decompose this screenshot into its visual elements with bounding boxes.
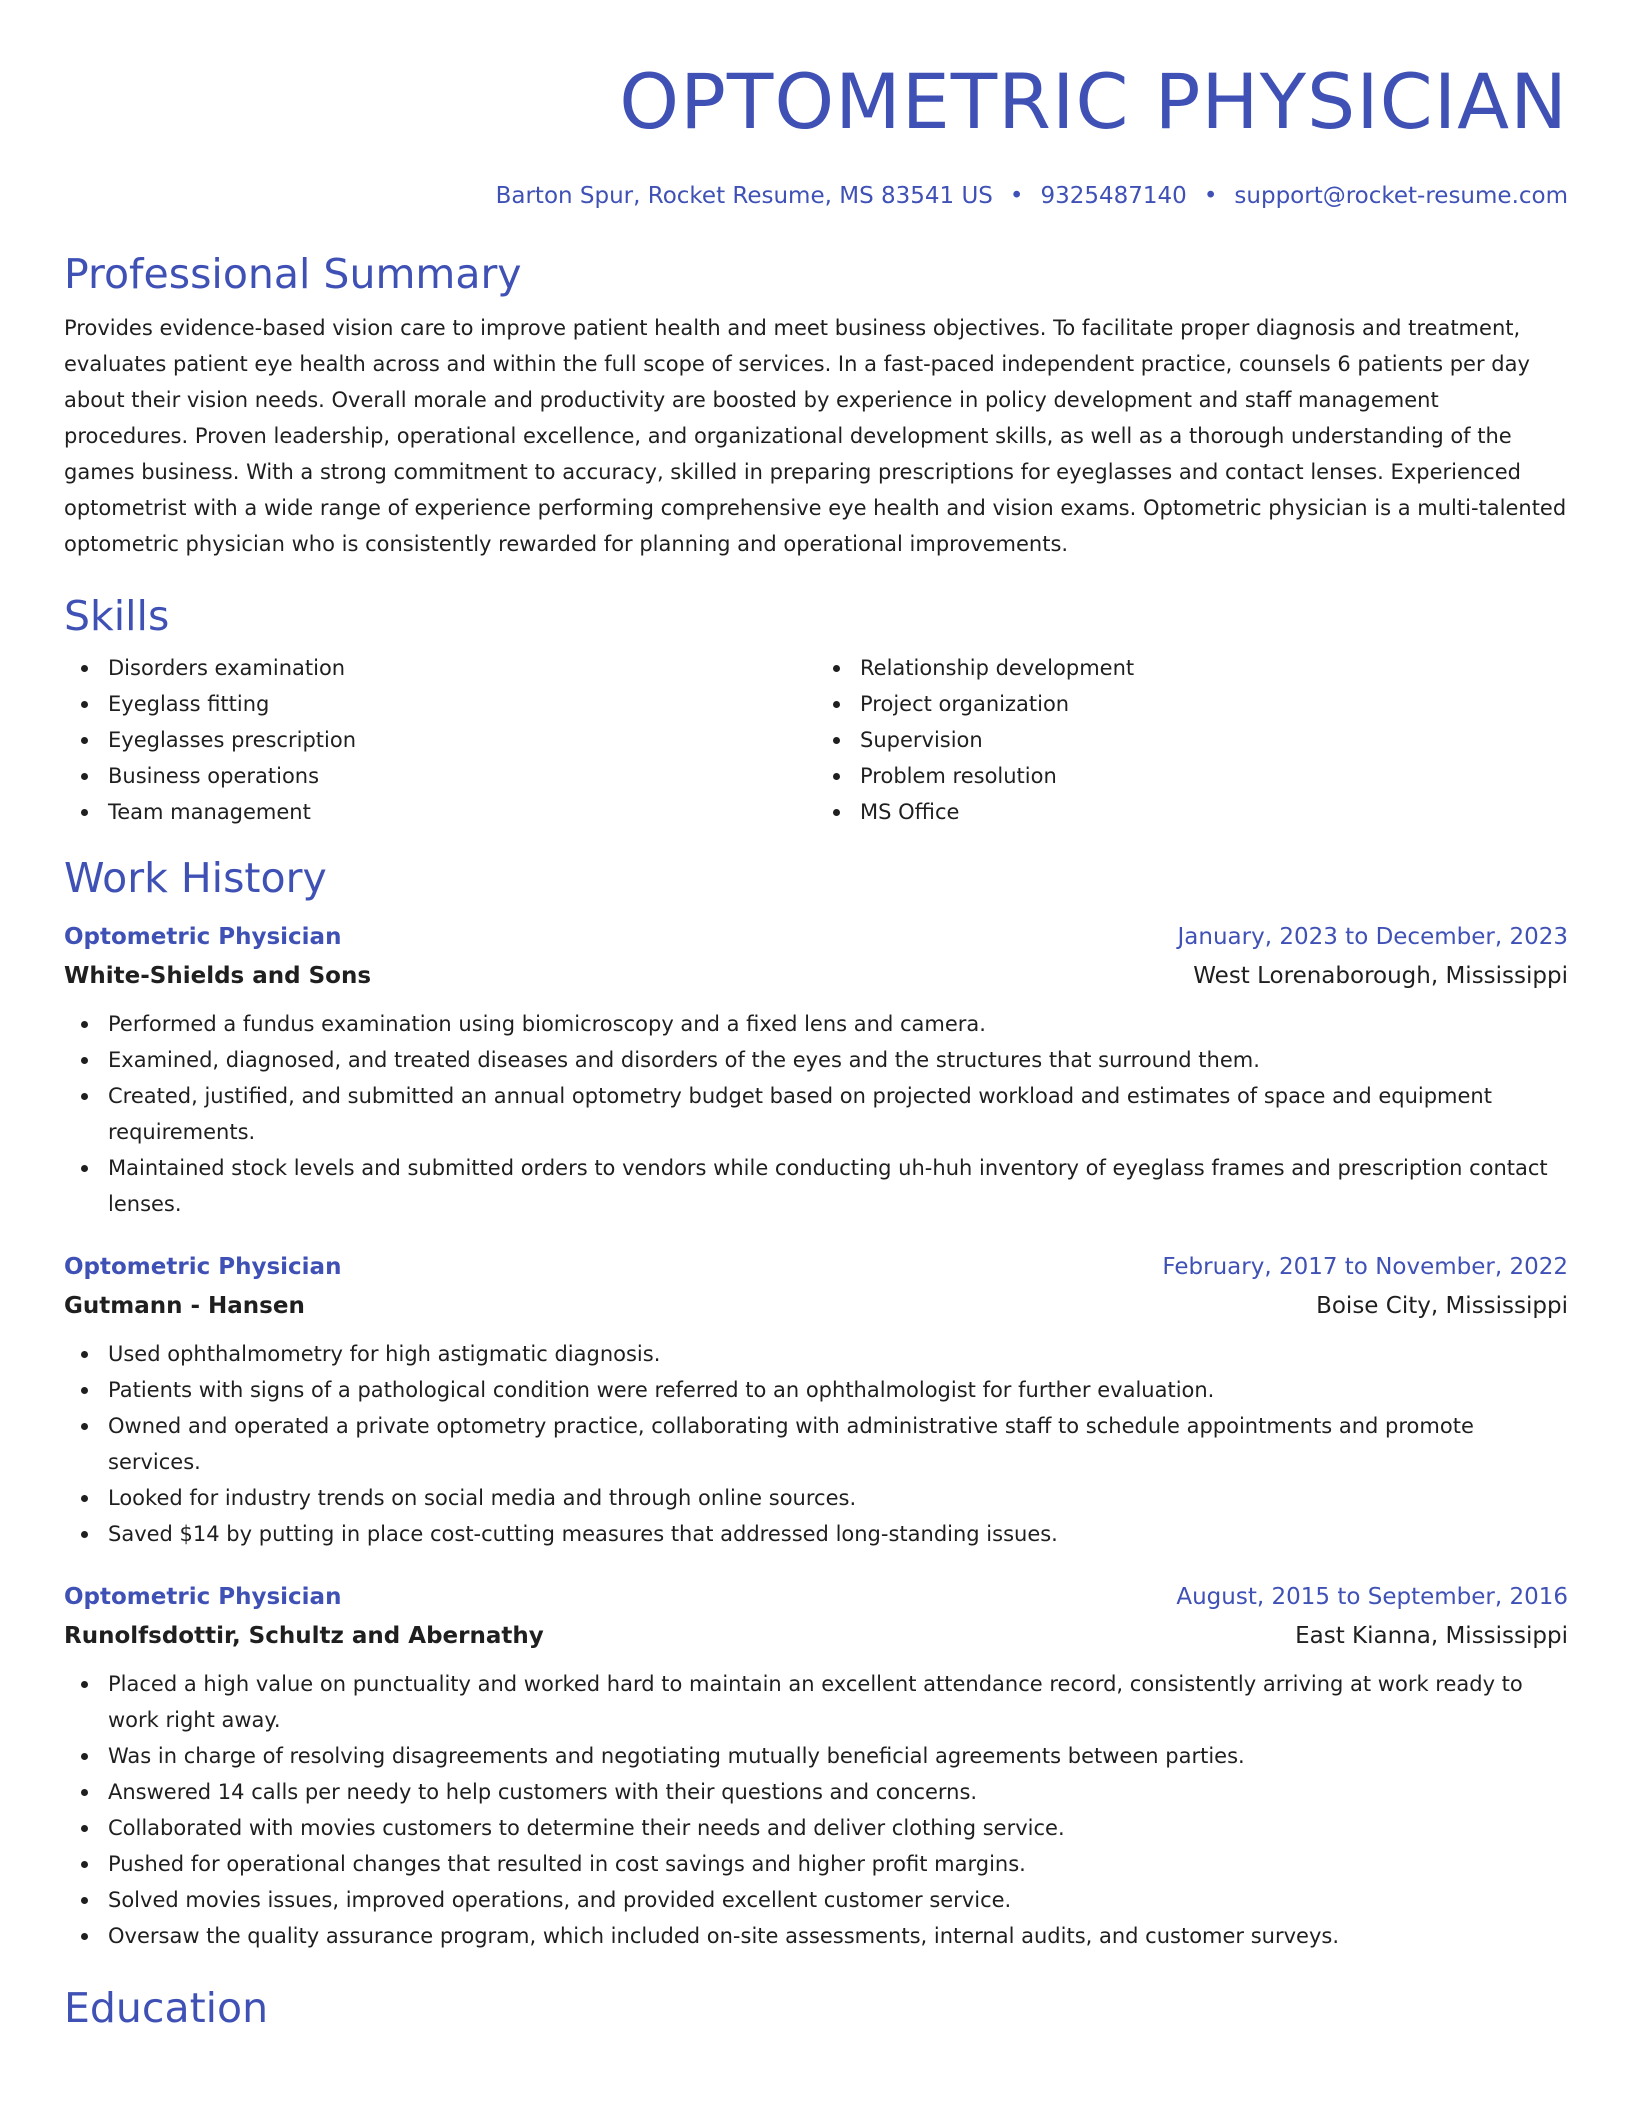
job-dates: January, 2023 to December, 2023 <box>1177 924 1568 950</box>
skill-item: Project organization <box>816 686 1568 722</box>
job-bullet: Placed a high value on punctuality and worked hard to maintain an excellent attendance record, consistently arriving at work ready to work right away. <box>64 1666 1568 1738</box>
contact-email[interactable]: support@rocket-resume.com <box>1234 183 1568 209</box>
contact-separator: • <box>1203 183 1218 209</box>
skill-item: Relationship development <box>816 650 1568 686</box>
candidate-name: OPTOMETRIC PHYSICIAN <box>619 57 1568 146</box>
job-dates: August, 2015 to September, 2016 <box>1176 1584 1568 1610</box>
job-bullet: Created, justified, and submitted an annual optometry budget based on projected workload and estimates of space and equipment requirements. <box>64 1078 1568 1150</box>
job-location: East Kianna, Mississippi <box>1295 1623 1568 1649</box>
skills-columns <box>64 650 1568 830</box>
job-bullet: Collaborated with movies customers to determine their needs and deliver clothing service. <box>64 1810 1568 1846</box>
job-header-row <box>64 1578 1568 1616</box>
skills-column-left <box>64 650 816 830</box>
work-history-heading: Work History <box>64 854 327 902</box>
job-bullet: Saved $14 by putting in place cost-cutting measures that addressed long-standing issues. <box>64 1516 1568 1552</box>
job-entry <box>64 1248 1568 1552</box>
resume-header <box>64 0 1568 212</box>
contact-separator: • <box>1009 183 1024 209</box>
contact-address: Barton Spur, Rocket Resume, MS 83541 US <box>495 183 993 209</box>
skill-item: Team management <box>64 794 816 830</box>
summary-section <box>64 248 1568 562</box>
job-bullet: Performed a fundus examination using biomicroscopy and a fixed lens and camera. <box>64 1006 1568 1042</box>
skills-section <box>64 590 1568 830</box>
job-company: White-Shields and Sons <box>64 963 372 989</box>
skill-item: Supervision <box>816 722 1568 758</box>
job-entry <box>64 1578 1568 1954</box>
job-bullet: Answered 14 calls per needy to help customers with their questions and concerns. <box>64 1774 1568 1810</box>
skill-item: Eyeglasses prescription <box>64 722 816 758</box>
job-bullet: Owned and operated a private optometry practice, collaborating with administrative staff to schedule appointments and promote services. <box>64 1408 1568 1480</box>
job-company-row <box>64 956 1568 996</box>
skill-item: MS Office <box>816 794 1568 830</box>
job-company: Runolfsdottir, Schultz and Abernathy <box>64 1623 544 1649</box>
job-title: Optometric Physician <box>64 1254 342 1280</box>
job-bullet: Pushed for operational changes that resulted in cost savings and higher profit margins. <box>64 1846 1568 1882</box>
job-bullet: Solved movies issues, improved operations, and provided excellent customer service. <box>64 1882 1568 1918</box>
job-bullet: Patients with signs of a pathological condition were referred to an ophthalmologist for further evaluation. <box>64 1372 1568 1408</box>
job-bullet: Looked for industry trends on social media and through online sources. <box>64 1480 1568 1516</box>
education-section <box>64 1982 1568 2034</box>
job-bullet: Was in charge of resolving disagreements and negotiating mutually beneficial agreements between parties. <box>64 1738 1568 1774</box>
job-title: Optometric Physician <box>64 924 342 950</box>
work-history-section <box>64 852 1568 1954</box>
skill-item: Eyeglass fitting <box>64 686 816 722</box>
job-company: Gutmann - Hansen <box>64 1293 305 1319</box>
job-header-row <box>64 1248 1568 1286</box>
job-location: Boise City, Mississippi <box>1316 1293 1568 1319</box>
summary-text: Provides evidence-based vision care to improve patient health and meet business objectives. To facilitate proper diagnosis and treatment, evaluates patient eye health across and within the full scope of services. In a fast-paced independent practice, counsels 6 patients per day about their vision needs. Overall morale and productivity are boosted by experience in policy development and staff management procedures. Proven leadership, operational excellence, and organizational development skills, as well as a thorough understanding of the games business. With a strong commitment to accuracy, skilled in preparing prescriptions for eyeglasses and contact lenses. Experienced optometrist with a wide range of experience performing comprehensive eye health and vision exams. Optometric physician is a multi-talented optometric physician who is consistently rewarded for planning and operational improvements. <box>64 316 1567 556</box>
job-bullet: Maintained stock levels and submitted orders to vendors while conducting uh-huh inventory of eyeglass frames and prescription contact lenses. <box>64 1150 1568 1222</box>
job-dates: February, 2017 to November, 2022 <box>1162 1254 1568 1280</box>
job-company-row <box>64 1616 1568 1656</box>
job-header-row <box>64 918 1568 956</box>
skill-item: Disorders examination <box>64 650 816 686</box>
job-bullets <box>64 1336 1568 1552</box>
job-entry <box>64 918 1568 1222</box>
job-location: West Lorenaborough, Mississippi <box>1193 963 1568 989</box>
contact-phone: 9325487140 <box>1040 183 1187 209</box>
education-heading: Education <box>64 1984 269 2032</box>
job-title: Optometric Physician <box>64 1584 342 1610</box>
job-company-row <box>64 1286 1568 1326</box>
job-bullets <box>64 1666 1568 1954</box>
job-bullet: Used ophthalmometry for high astigmatic diagnosis. <box>64 1336 1568 1372</box>
job-bullet: Examined, diagnosed, and treated diseases and disorders of the eyes and the structures that surround them. <box>64 1042 1568 1078</box>
contact-line <box>64 180 1568 212</box>
job-bullet: Oversaw the quality assurance program, which included on-site assessments, internal audits, and customer surveys. <box>64 1918 1568 1954</box>
skill-item: Problem resolution <box>816 758 1568 794</box>
skills-heading: Skills <box>64 592 170 640</box>
skills-column-right <box>816 650 1568 830</box>
job-bullets <box>64 1006 1568 1222</box>
skill-item: Business operations <box>64 758 816 794</box>
summary-heading: Professional Summary <box>64 250 522 298</box>
